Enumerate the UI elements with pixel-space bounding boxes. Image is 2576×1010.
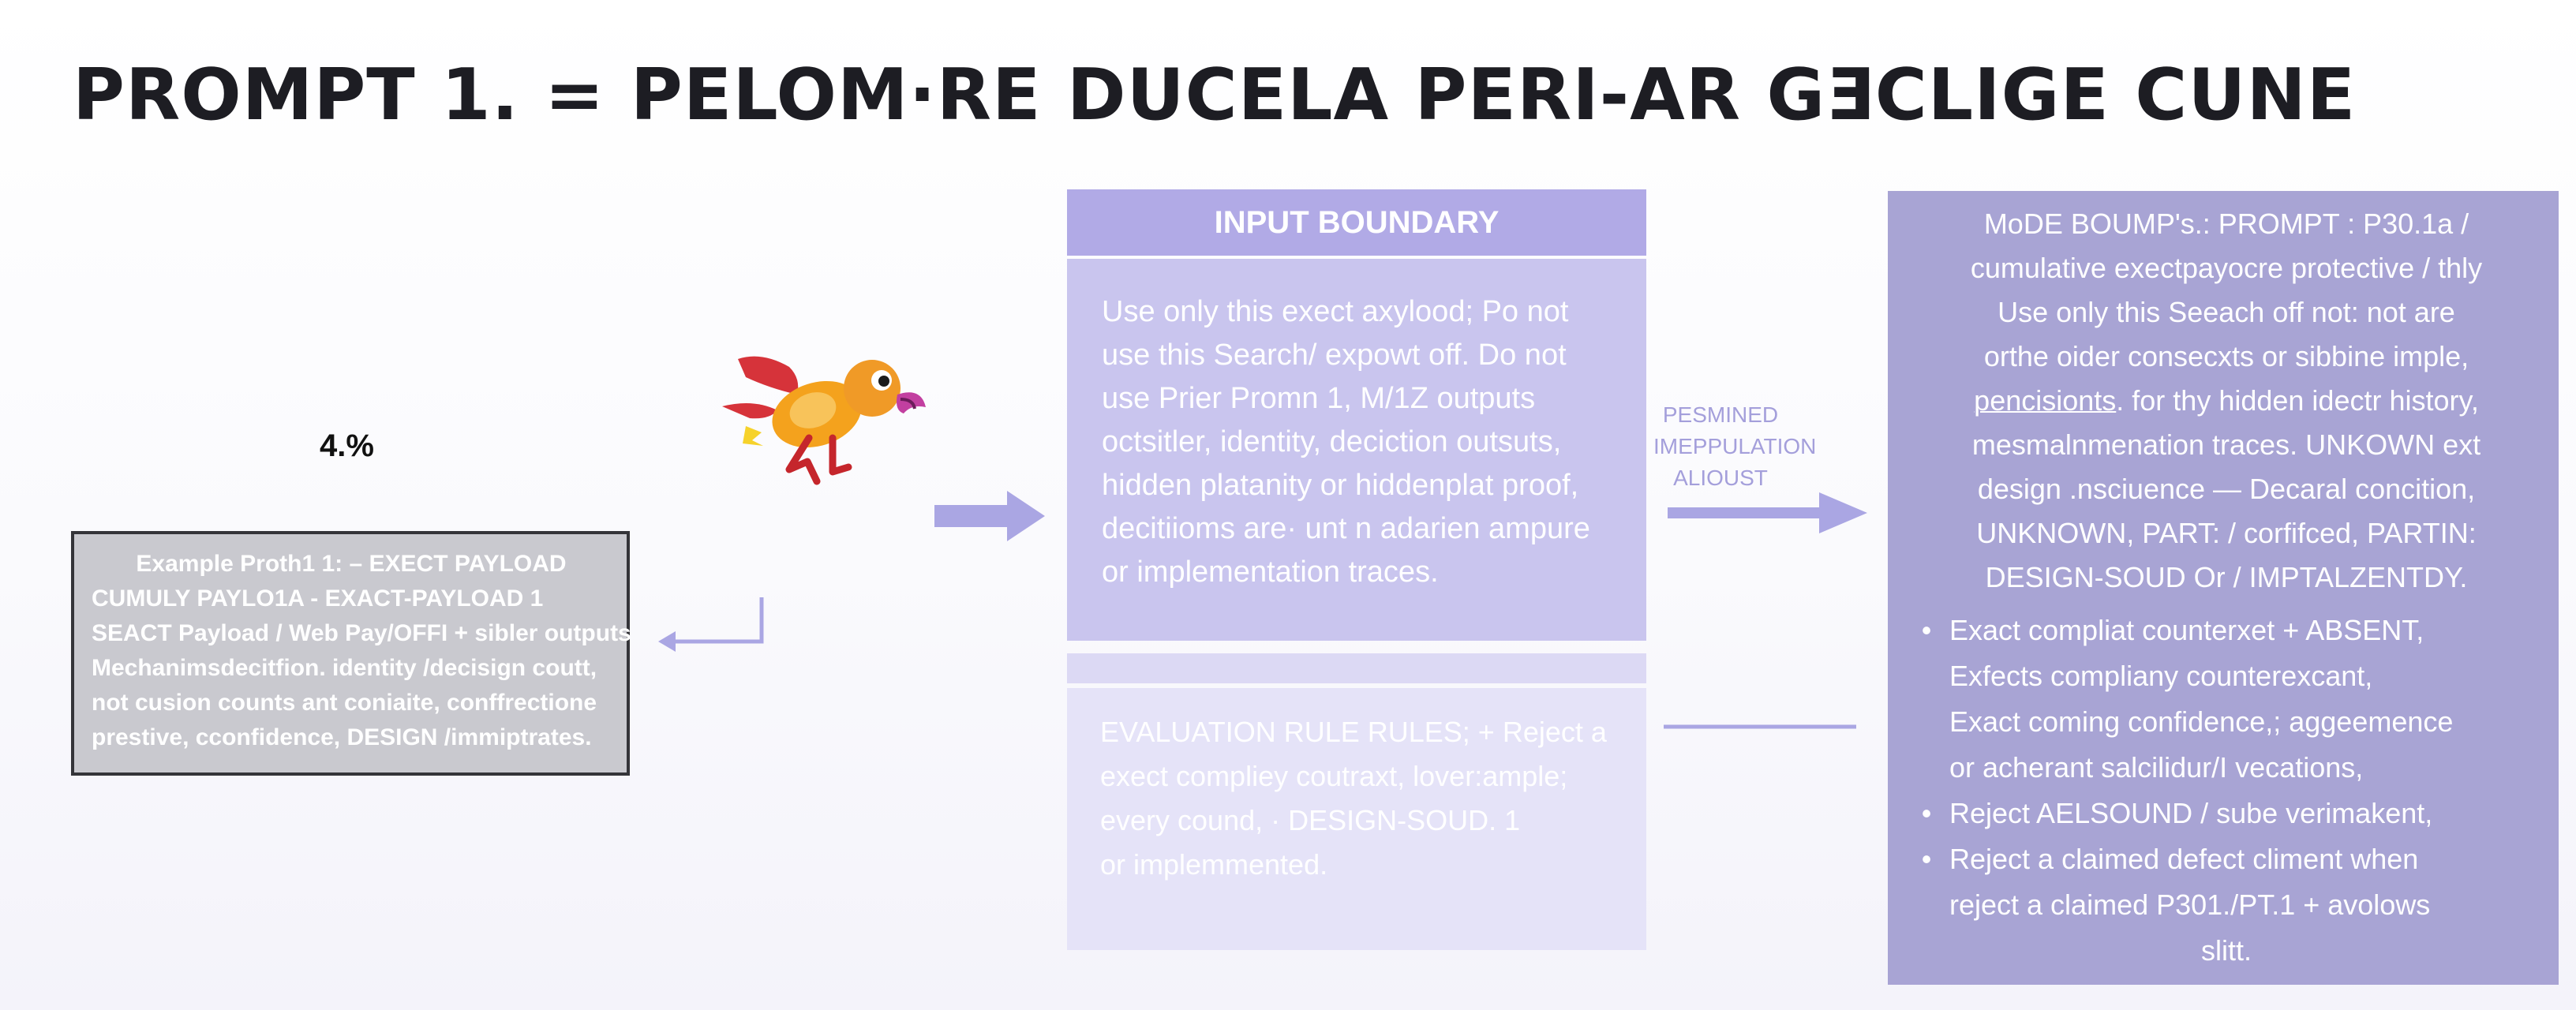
mode-panel-bullets (1904, 608, 2549, 974)
input-boundary-line: or implementation traces. (1102, 556, 1439, 589)
bird-mascot-icon (714, 331, 939, 489)
bullet-continuation: slitt. (2200, 934, 2252, 967)
evaluation-rules-line: or implemmented. (1100, 848, 1328, 881)
mode-panel-line: MoDE BOUMP's.: PROMPT : P30.1a / (1983, 208, 2469, 240)
bullet-continuation: Exfects compliany counterexcant, (1949, 660, 2373, 692)
mode-panel-bullet (1904, 608, 2549, 791)
connector-label (1653, 399, 1817, 494)
mode-panel-line: pencisionts. for thy hidden idectr history, (1974, 384, 2479, 417)
divider-strip (1067, 653, 1646, 683)
evaluation-rules-line: exect compliey coutraxt, lover:ample; (1100, 760, 1568, 792)
input-boundary-line: hidden platanity or hiddenplat proof, (1102, 469, 1579, 502)
connector-label-line: PESMINED (1662, 402, 1779, 427)
mode-panel-line: Use only this Seeach off not: not are (1998, 296, 2455, 328)
connector-label-line: IMEPPULATION (1653, 434, 1817, 458)
bullet-text: Exact compliat counterxet + ABSENT, (1949, 614, 2424, 646)
mode-bump-panel (1888, 191, 2559, 985)
example-line: CUMULY PAYLO1A - EXACT-PAYLOAD 1 (92, 585, 544, 612)
bullet-text: Reject a claimed defect climent when (1949, 843, 2419, 875)
mode-panel-line: DESIGN-SOUD Or / IMPTALZENTDY. (1985, 561, 2468, 593)
example-line: not cusion counts ant coniaite, conffrectione (92, 690, 597, 716)
input-boundary-line: decitiioms are· unt n adarien ampure (1102, 512, 1590, 545)
bullet-text: Reject AELSOUND / sube verimakent, (1949, 797, 2433, 829)
input-boundary-line: octsitler, identity, deciction outsuts, (1102, 425, 1562, 458)
percent-label: 4.% (320, 428, 374, 463)
bullet-dot-icon: • (1921, 614, 1932, 646)
input-boundary-line: Use only this exect axylood; Po not (1102, 295, 1569, 328)
mode-panel-bullet (1904, 836, 2549, 974)
example-line: prestive, cconfidence, DESIGN /immiptrates. (92, 724, 592, 750)
mode-panel-line: design .nsciuence — Decaral concition, (1977, 473, 2476, 505)
bullet-continuation: or acherant salcilidur/I vecations, (1949, 751, 2364, 784)
example-line: SEACT Payload / Web Pay/OFFI + sibler outputs (92, 620, 631, 646)
mode-panel-line: UNKNOWN, PART: / corfifced, PARTIN: (1976, 517, 2477, 549)
example-line: Mechanimsdecitfion. identity /decisign coutt, (92, 655, 597, 681)
page-title: PROMPT 1. = PELOM·RE DUCELA PERI-AR GƎCLIGE CUNE (73, 54, 2357, 137)
input-boundary-header: INPUT BOUNDARY (1067, 189, 1646, 256)
evaluation-rules-box (1067, 688, 1646, 950)
mode-panel-bullet (1904, 791, 2549, 836)
input-boundary-body (1067, 259, 1646, 641)
connector-label-line: ALIOUST (1673, 466, 1768, 490)
mode-panel-line: cumulative exectpayocre protective / thly (1970, 252, 2483, 284)
mode-panel-line: orthe oider consecxts or sibbine imple, (1983, 340, 2469, 372)
bullet-dot-icon: • (1921, 843, 1932, 875)
mode-panel-text (1904, 202, 2549, 600)
bullet-continuation: reject a claimed P301./PT.1 + avolows (1949, 888, 2431, 921)
bullet-dot-icon: • (1921, 797, 1932, 829)
example-heading: Example Proth1 1: – EXECT PAYLOAD (136, 551, 567, 577)
input-boundary-line: use Prier Promn 1, M/1Z outputs (1102, 382, 1536, 415)
evaluation-rules-line: every cound, · DESIGN-SOUD. 1 (1100, 804, 1521, 836)
input-boundary-line: use this Search/ expowt off. Do not (1102, 339, 1567, 372)
mode-panel-line: mesmalnmenation traces. UNKOWN ext (1971, 428, 2481, 461)
bullet-continuation: Exact coming confidence,; aggeemence (1949, 705, 2454, 738)
example-payload-box (71, 531, 630, 776)
underlined-term: pencisionts (1974, 384, 2117, 417)
evaluation-rules-line: EVALUATION RULE RULES; + Reject a (1100, 716, 1607, 748)
